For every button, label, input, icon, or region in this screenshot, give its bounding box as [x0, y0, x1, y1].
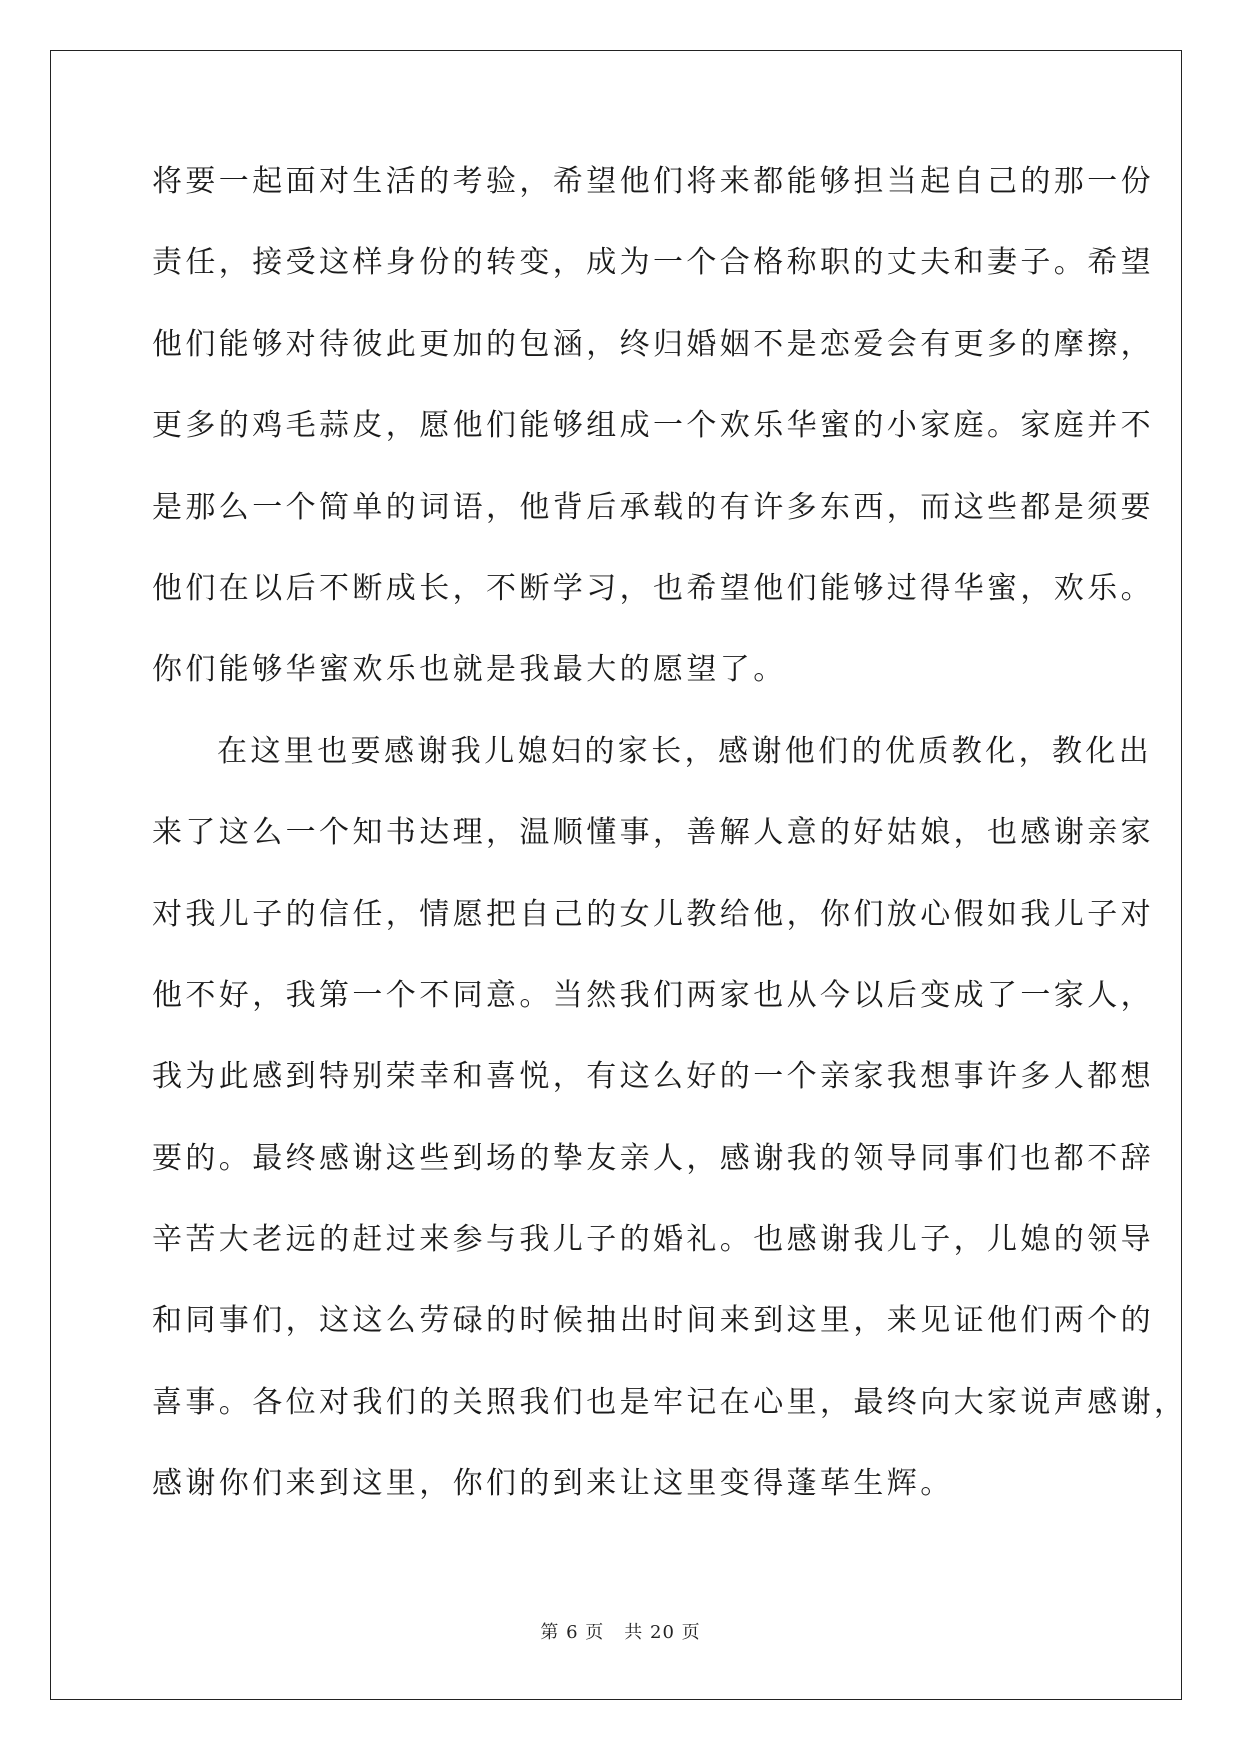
text-line: 对我儿子的信任，情愿把自己的女儿教给他，你们放心假如我儿子对 — [152, 896, 1154, 932]
paragraph-first-line: 在这里也要感谢我儿媳妇的家长，感谢他们的优质教化，教化出 — [217, 733, 1153, 769]
page-footer — [0, 1618, 1241, 1644]
text-line: 将要一起面对生活的考验，希望他们将来都能够担当起自己的那一份 — [152, 164, 1154, 199]
page-number: 第 6 页 — [540, 1622, 605, 1643]
text-line: 责任，接受这样身份的转变，成为一个合格称职的丈夫和妻子。希望 — [152, 245, 1154, 281]
text-line: 感谢你们来到这里，你们的到来让这里变得蓬荜生辉。 — [152, 1466, 954, 1502]
document-body — [152, 160, 1188, 1544]
text-line: 他们在以后不断成长，不断学习，也希望他们能够过得华蜜，欢乐。 — [152, 570, 1154, 606]
text-line: 和同事们，这这么劳碌的时候抽出时间来到这里，来见证他们两个的 — [152, 1303, 1154, 1339]
text-line: 是那么一个简单的词语，他背后承载的有许多东西，而这些都是须要 — [152, 489, 1154, 525]
text-line: 来了这么一个知书达理，温顺懂事，善解人意的好姑娘，也感谢亲家 — [152, 815, 1154, 851]
text-line: 他不好，我第一个不同意。当然我们两家也从今以后变成了一家人， — [152, 977, 1154, 1013]
text-line: 辛苦大老远的赶过来参与我儿子的婚礼。也感谢我儿子，儿媳的领导 — [152, 1222, 1154, 1258]
text-line: 要的。最终感谢这些到场的挚友亲人，感谢我的领导同事们也都不辞 — [152, 1140, 1154, 1176]
text-line: 更多的鸡毛蒜皮，愿他们能够组成一个欢乐华蜜的小家庭。家庭并不 — [152, 408, 1154, 444]
text-line: 他们能够对待彼此更加的包涵，终归婚姻不是恋爱会有更多的摩擦， — [152, 326, 1154, 362]
text-line: 我为此感到特别荣幸和喜悦，有这么好的一个亲家我想事许多人都想 — [152, 1059, 1154, 1095]
text-line: 喜事。各位对我们的关照我们也是牢记在心里，最终向大家说声感谢， — [152, 1384, 1188, 1420]
page-total: 共 20 页 — [624, 1622, 701, 1643]
text-line: 你们能够华蜜欢乐也就是我最大的愿望了。 — [152, 652, 787, 688]
